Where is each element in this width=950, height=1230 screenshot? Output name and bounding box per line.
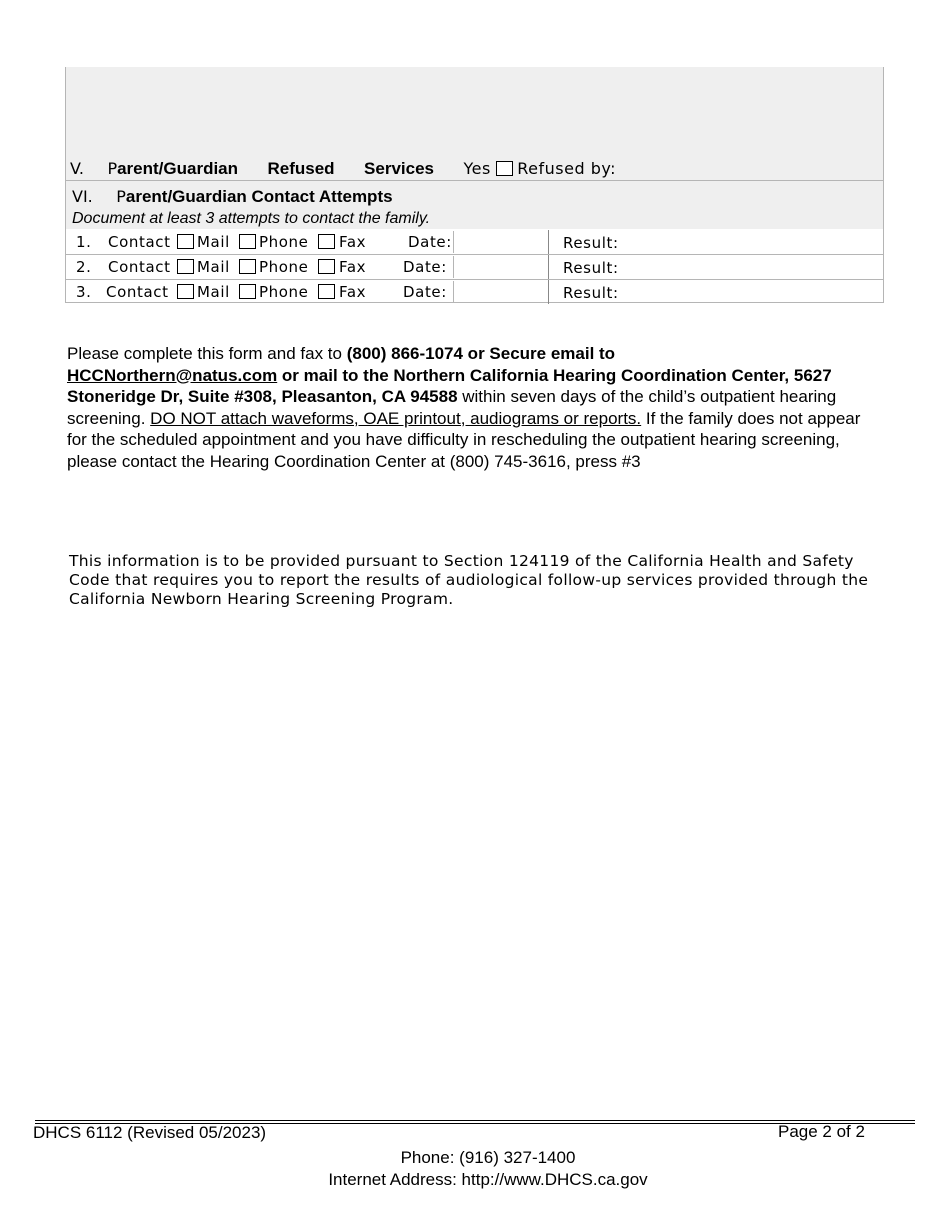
phone-checkbox[interactable]: [239, 259, 256, 274]
yes-checkbox[interactable]: [496, 161, 513, 176]
do-not-attach-notice: DO NOT attach waveforms, OAE printout, audiograms or reports.: [150, 408, 642, 428]
instructions-paragraph: Please complete this form and fax to (800) 866-1074 or Secure email to HCCNorthern@natus.com or mail to the Northern California Hearing Coordination Center, 5627 Stoneridge Dr, Suite #308, Pleasanton, CA 94588 within seven days of the child’s outpatient hearing screening. DO NOT attach waveforms, OAE printout, audiograms or reports. If the family does not appear for the scheduled appointment and you have difficulty in rescheduling the outpatient hearing screening, please contact the Hearing Coordination Center at (800) 745-3616, press #3: [67, 344, 861, 471]
form-id: DHCS 6112 (Revised 05/2023): [33, 1123, 267, 1142]
date-field[interactable]: [453, 256, 548, 278]
fax-checkbox[interactable]: [318, 259, 335, 274]
section-5-refused-services: V. Parent/Guardian Refused Services Yes Refused by:: [70, 159, 617, 178]
legal-notice: This information is to be provided pursuant to Section 124119 of the California Health and Safety Code that requires you to report the results of audiological follow-up services provided through the California Newborn Hearing Screening Program.: [69, 552, 869, 608]
services-label: Services: [364, 159, 434, 178]
refused-label: Refused: [267, 159, 335, 178]
fax-checkbox[interactable]: [318, 284, 335, 299]
refused-by-label: Refused by:: [517, 159, 617, 178]
result-field[interactable]: Result:: [548, 230, 883, 254]
contact-attempt-row: 2. Contact Mail Phone Fax Date: Result:: [66, 255, 883, 279]
page-number: Page 2 of 2: [778, 1122, 865, 1141]
contact-attempt-row: 3. Contact Mail Phone Fax Date: Result:: [66, 280, 883, 304]
phone-checkbox[interactable]: [239, 234, 256, 249]
section-6-subtitle: Document at least 3 attempts to contact the family.: [72, 210, 431, 227]
mail-checkbox[interactable]: [177, 234, 194, 249]
section-5-title: arent/Guardian: [117, 159, 239, 178]
fax-checkbox[interactable]: [318, 234, 335, 249]
footer-divider: [35, 1120, 915, 1121]
date-field[interactable]: [453, 281, 548, 303]
result-field[interactable]: Result:: [548, 255, 883, 279]
result-field[interactable]: Result:: [548, 280, 883, 304]
phone-checkbox[interactable]: [239, 284, 256, 299]
footer-phone: Phone: (916) 327-1400: [400, 1148, 576, 1167]
section-6-title: VI. Parent/Guardian Contact Attempts: [72, 187, 393, 206]
date-field[interactable]: [453, 231, 548, 253]
mail-checkbox[interactable]: [177, 259, 194, 274]
section-6-header: [66, 181, 883, 229]
section-number: V.: [70, 159, 84, 178]
email-link[interactable]: HCCNorthern@natus.com: [67, 365, 278, 385]
contact-attempt-row: 1. Contact Mail Phone Fax Date: Result:: [66, 230, 883, 254]
footer-internet-address: Internet Address: http://www.DHCS.ca.gov: [328, 1170, 648, 1189]
mail-checkbox[interactable]: [177, 284, 194, 299]
contact-attempts-table: [65, 180, 884, 303]
yes-label: Yes: [463, 159, 491, 178]
